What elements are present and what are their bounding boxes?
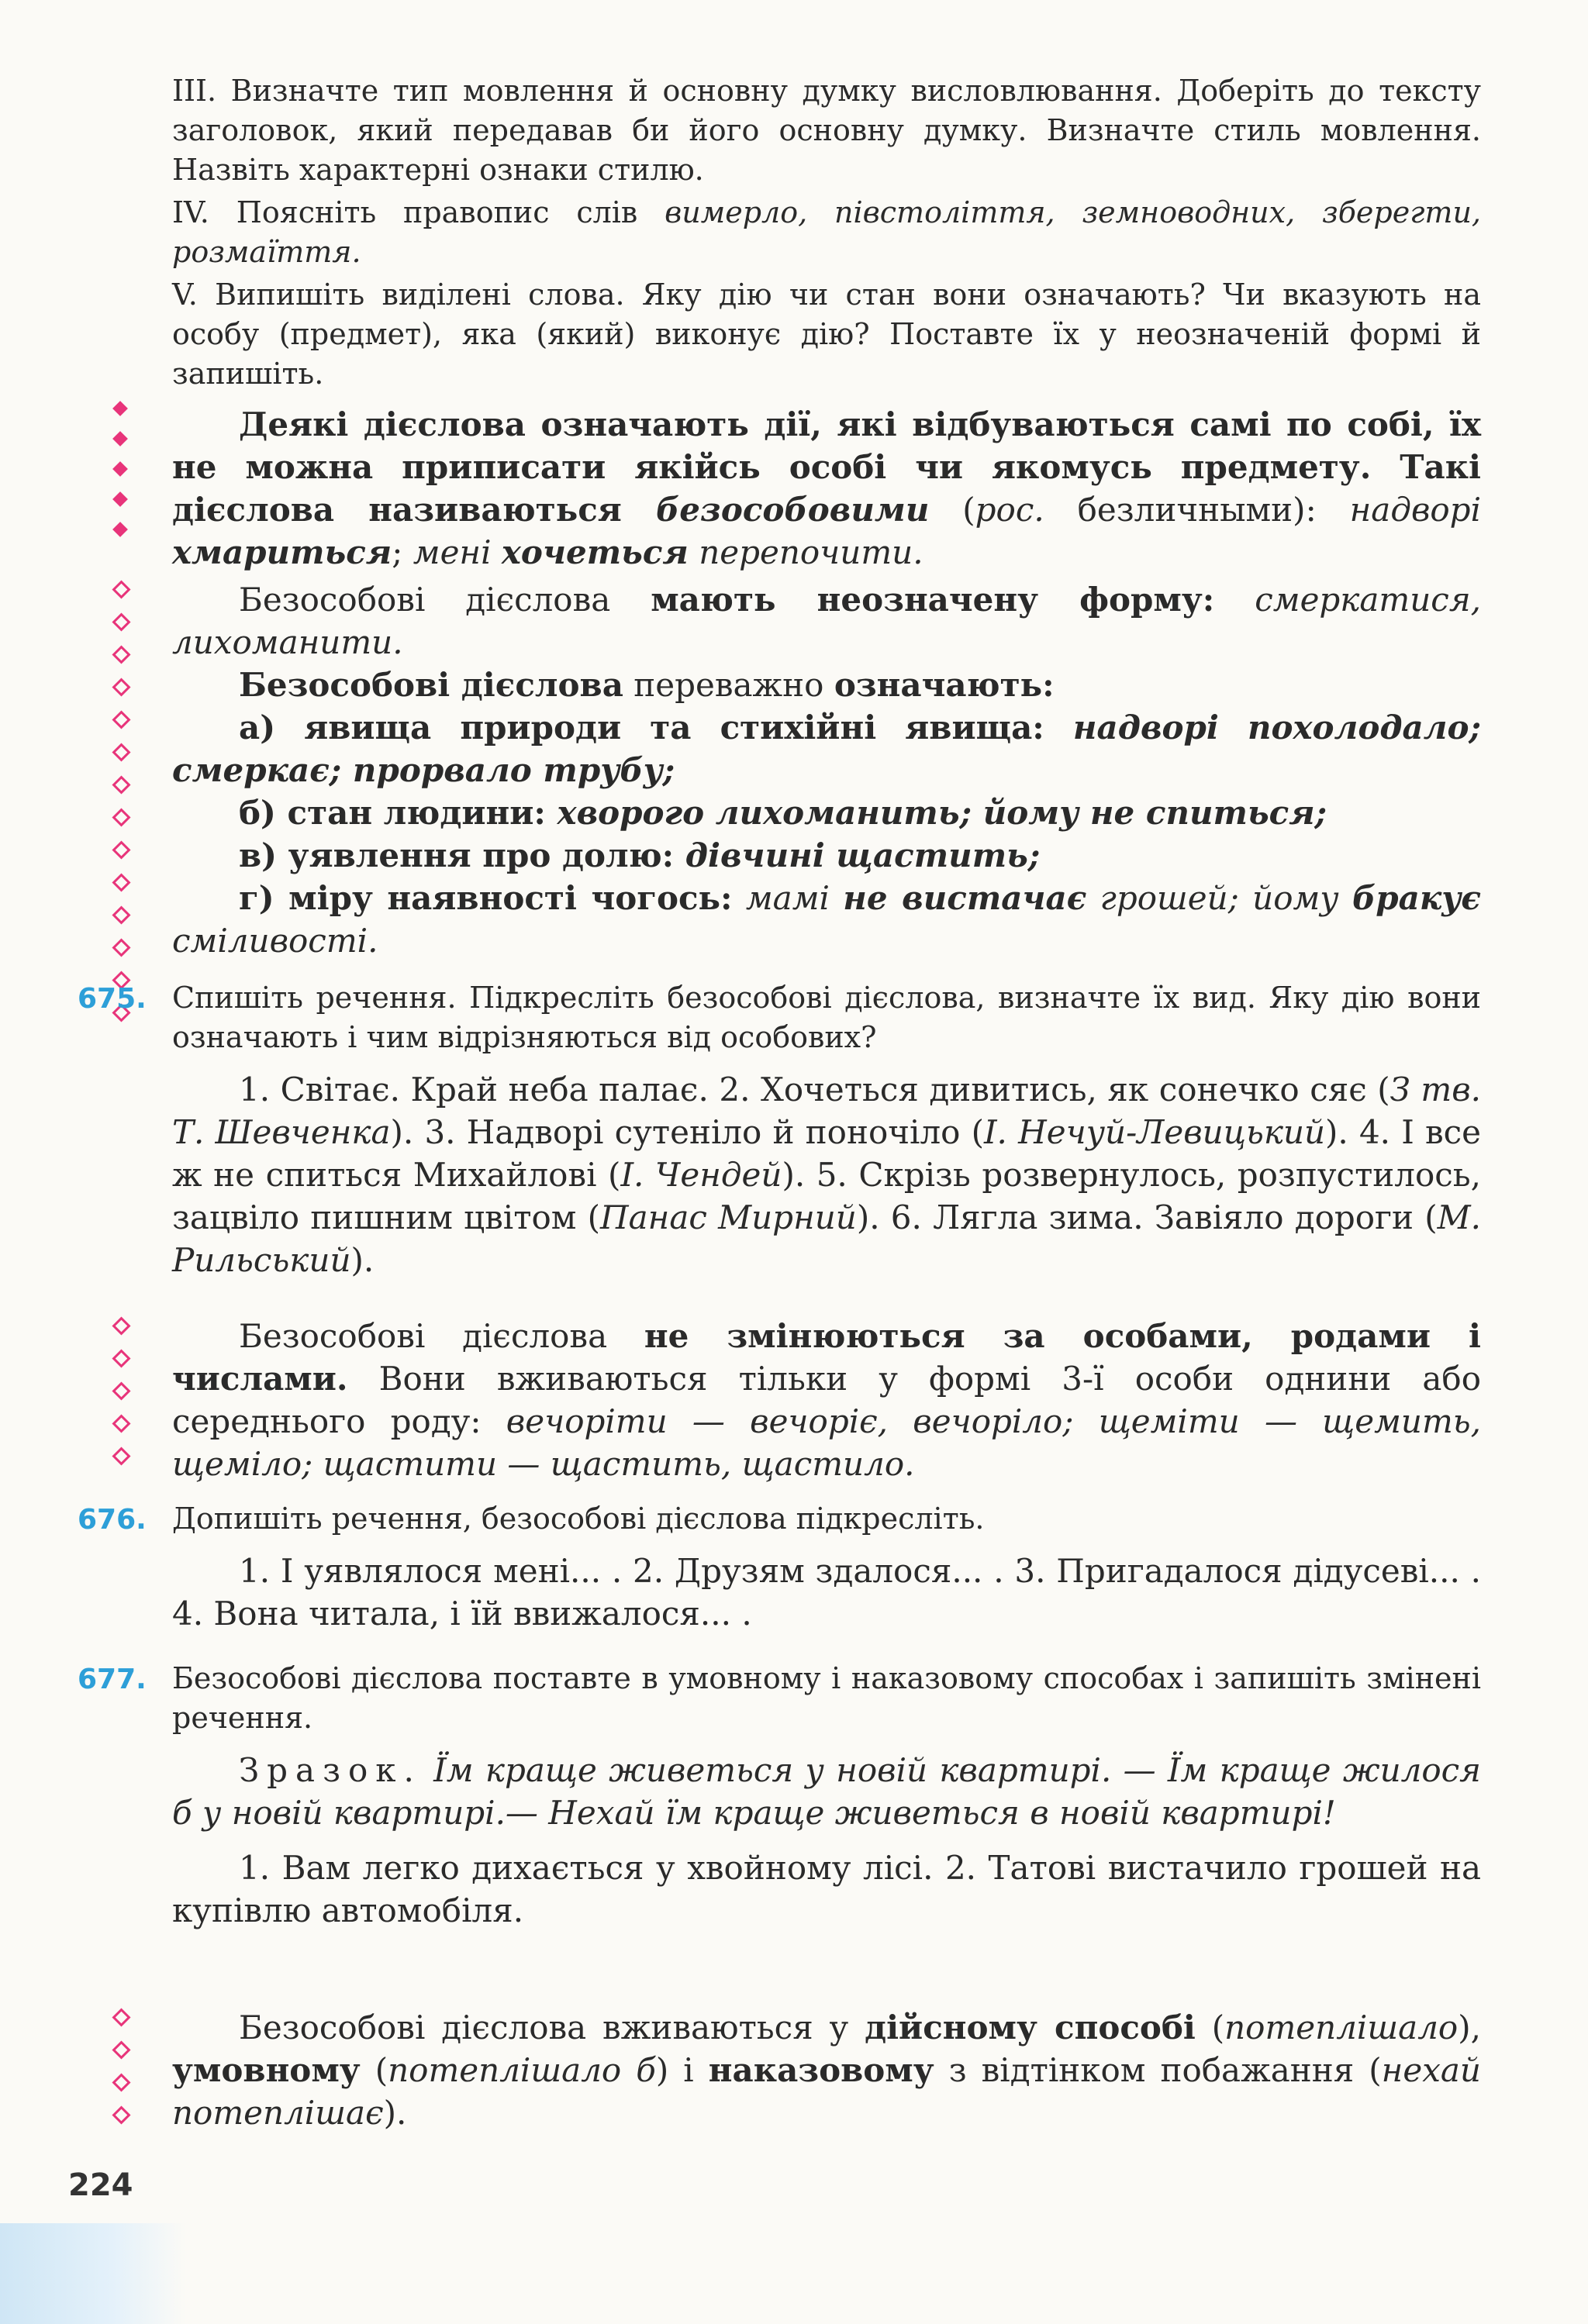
diamond-outline-icon (112, 1349, 130, 1367)
tasks-block (172, 71, 1481, 394)
rule-2 (172, 578, 1481, 962)
exercise-677-sample: Зразок. Їм краще живеться у новій квартирі. — Їм краще жилося б у новій квартирі.— Нехай їм краще живеться в новій квартирі! (172, 1751, 1481, 1832)
rule-3-markers (109, 1319, 132, 1482)
rule-2-item-g: г) міру наявності чогось: мамі не вистачає грошей; йому бракує сміливості. (172, 879, 1481, 960)
task-5: V. Випишіть виділені слова. Яку дію чи стан вони означають? Чи вказують на особу (предмет), яка (який) виконує дію? Поставте їх у неозначеній формі й запишіть. (172, 278, 1481, 391)
exercise-676-task: Допишіть речення, безособові дієслова підкресліть. (172, 1502, 985, 1536)
rule-2-meaning: Безособові дієслова переважно означають: (239, 666, 1055, 704)
diamond-outline-icon (112, 1414, 130, 1433)
diamond-outline-icon (112, 2073, 130, 2091)
diamond-outline-icon (112, 840, 130, 859)
exercise-677 (172, 1659, 1481, 1932)
diamond-outline-icon (112, 1381, 130, 1400)
page-corner-decoration (0, 2223, 186, 2324)
rule-2-form: Безособові дієслова мають неозначену форму: смеркатися, лихоманити. (172, 581, 1481, 661)
task-4-lead: IV. Поясніть правопис слів (172, 195, 665, 229)
diamond-outline-icon (112, 743, 130, 761)
rule-2-item-a: а) явища природи та стихійні явища: надворі похолодало; смеркає; прорвало трубу; (172, 709, 1482, 789)
diamond-icon (112, 431, 128, 447)
diamond-icon (112, 461, 128, 477)
diamond-outline-icon (112, 645, 130, 664)
exercise-675-number: 675. (78, 983, 147, 1015)
task-4-words: вимерло, півстоліття, земноводних, зберегти, розмаїття. (172, 195, 1482, 269)
rule-4 (172, 2006, 1481, 2134)
diamond-icon (112, 491, 128, 507)
page-number: 224 (68, 2167, 133, 2203)
diamond-outline-icon (112, 1446, 130, 1465)
task-4 (172, 193, 1481, 272)
exercise-675-task: Спишіть речення. Підкресліть безособові дієслова, визначте їх вид. Яку дію вони означають і чим відрізняються від особових? (172, 981, 1481, 1054)
exercise-675 (172, 978, 1481, 1281)
rule-2-item-b: б) стан людини: хворого лихоманить; йому не спиться; (239, 794, 1327, 832)
rule-4-markers (109, 2011, 132, 2141)
exercise-676-number: 676. (78, 1504, 147, 1536)
diamond-outline-icon (112, 612, 130, 631)
diamond-outline-icon (112, 808, 130, 826)
diamond-outline-icon (112, 2105, 130, 2124)
diamond-outline-icon (112, 938, 130, 957)
diamond-icon (112, 401, 128, 416)
exercise-675-text: 1. Світає. Край неба палає. 2. Хочеться дивитись, як сонечко сяє (З тв. Т. Шевченка). 3. Надворі сутеніло й поночіло (І. Нечуй-Левицький). 4. І все ж не спиться Михайлові (І. Чендей). 5. Скрізь розвернулось, розпустилось, зацвіло пишним цвітом (Панас Мирний). 6. Лягла зима. Завіяло дороги (М. Рильський). (172, 1071, 1482, 1279)
exercise-676-text: 1. І уявлялося мені... . 2. Друзям здалося... . 3. Пригадалося дідусеві... . 4. Вона читала, і їй ввижалося... . (172, 1552, 1481, 1633)
exercise-677-text: 1. Вам легко дихається у хвойному лісі. 2. Татові вистачило грошей на купівлю автомобіля. (172, 1849, 1481, 1929)
rule-1 (172, 403, 1481, 574)
rule-3 (172, 1315, 1481, 1485)
rule-1-markers (109, 403, 132, 554)
rule-2-item-v: в) уявлення про долю: дівчині щастить; (239, 836, 1041, 874)
diamond-outline-icon (112, 775, 130, 794)
diamond-outline-icon (112, 905, 130, 924)
rule-3-text: Безособові дієслова не змінюються за особами, родами і числами. Вони вживаються тільки у формі 3-ї особи однини або середнього роду: вечоріти — вечоріє, вечоріло; щеміти — щемить, щеміло; щастити — щастить, щастило. (172, 1317, 1481, 1483)
rule-2-markers (109, 583, 132, 1039)
task-3: III. Визначте тип мовлення й основну думку висловлювання. Доберіть до тексту заголовок, який передавав би його основну думку. Визначте стиль мовлення. Назвіть характерні ознаки стилю. (172, 74, 1481, 187)
diamond-outline-icon (112, 1316, 130, 1335)
rule-1-text: Деякі дієслова означають дії, які відбуваються самі по собі, їх не можна приписати якійсь особі чи якомусь предмету. Такі дієслова називаються безособовими (рос. безличными): надворі хмариться; мені хочеться перепочити. (172, 405, 1481, 571)
diamond-outline-icon (112, 2008, 130, 2026)
diamond-outline-icon (112, 2040, 130, 2059)
diamond-outline-icon (112, 580, 130, 598)
rule-4-text: Безособові дієслова вживаються у дійсному способі (потеплішало), умовному (потеплішало б) і наказовому з відтінком побажання (нехай потеплішає). (172, 2009, 1481, 2132)
diamond-outline-icon (112, 678, 130, 696)
diamond-outline-icon (112, 873, 130, 891)
exercise-677-task: Безособові дієслова поставте в умовному і наказовому способах і запишіть змінені речення. (172, 1661, 1481, 1735)
exercise-676 (172, 1499, 1481, 1635)
diamond-outline-icon (112, 710, 130, 729)
exercise-677-number: 677. (78, 1664, 147, 1695)
diamond-icon (112, 522, 128, 537)
